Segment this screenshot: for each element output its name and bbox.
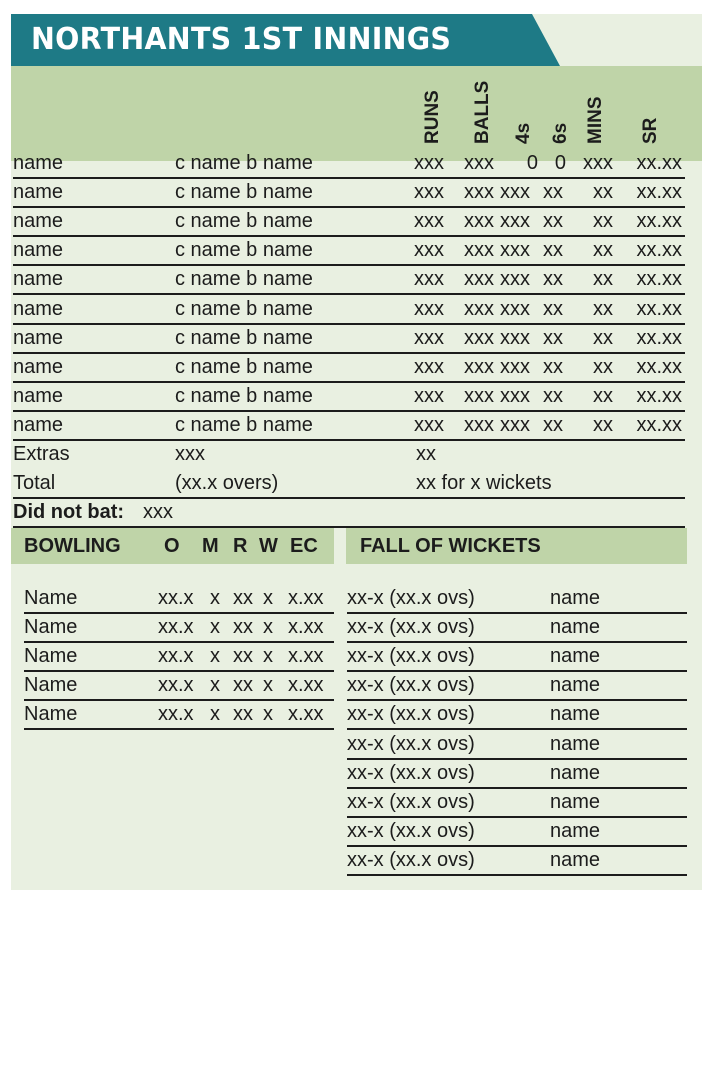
bowler-name: Name [24, 616, 78, 639]
maidens: x [210, 587, 220, 609]
bowling-row [24, 643, 334, 672]
fow-row [347, 701, 687, 730]
bowl-runs: xx [233, 587, 253, 609]
runs: xxx [414, 268, 444, 291]
did-not-bat-value: xxx [143, 501, 173, 524]
maidens: x [210, 703, 220, 726]
fow-row [347, 789, 687, 818]
mins: xx [593, 268, 613, 291]
strike-rate: xx.xx [636, 297, 682, 320]
fow-score: xx-x (xx.x ovs) [347, 703, 475, 726]
dismissal: c name b name [175, 152, 313, 174]
overs: xx.x [158, 674, 194, 697]
strike-rate: xx.xx [636, 210, 682, 233]
wickets: x [263, 587, 273, 609]
did-not-bat-row [13, 499, 685, 528]
extras-value: xx [416, 443, 436, 465]
sixes: xx [543, 413, 563, 436]
dismissal: c name b name [175, 413, 313, 436]
total-row [13, 470, 685, 499]
sixes: xx [543, 297, 563, 320]
runs: xxx [414, 384, 444, 407]
wickets: x [263, 703, 273, 726]
bowl-runs: xx [233, 616, 253, 639]
mins: xx [593, 297, 613, 320]
fow-score: xx-x (xx.x ovs) [347, 616, 475, 639]
balls: xxx [464, 355, 494, 378]
economy: x.xx [288, 703, 324, 726]
fall-of-wickets-title: FALL OF WICKETS [360, 535, 541, 557]
sixes: xx [543, 239, 563, 262]
strike-rate: xx.xx [636, 413, 682, 436]
fours: xxx [500, 384, 530, 407]
header-mins: MINS [585, 96, 606, 144]
batting-row [13, 412, 685, 441]
strike-rate: xx.xx [636, 268, 682, 291]
extras-detail: xxx [175, 443, 205, 465]
fall-of-wickets-header [346, 528, 687, 564]
header-fours: 4s [513, 122, 534, 144]
overs: xx.x [158, 587, 194, 609]
fow-score: xx-x (xx.x ovs) [347, 645, 475, 668]
balls: xxx [464, 210, 494, 233]
runs: xxx [414, 297, 444, 320]
sixes: xx [543, 268, 563, 291]
fow-row [347, 847, 687, 876]
balls: xxx [464, 181, 494, 204]
fow-row [347, 672, 687, 701]
balls: xxx [464, 268, 494, 291]
fow-row [347, 818, 687, 847]
bowl-runs: xx [233, 703, 253, 726]
overs: xx.x [158, 616, 194, 639]
runs: xxx [414, 413, 444, 436]
header-sixes: 6s [550, 122, 571, 144]
scorecard-title: NORTHANTS 1ST INNINGS [31, 22, 452, 57]
fow-score: xx-x (xx.x ovs) [347, 587, 475, 609]
total-label: Total [13, 472, 56, 495]
bowling-row [24, 672, 334, 701]
batting-row [13, 237, 685, 266]
balls: xxx [464, 326, 494, 349]
header-wickets: W [259, 535, 278, 557]
mins: xx [593, 413, 613, 436]
overs: xx.x [158, 703, 194, 726]
fow-batter: name [550, 790, 601, 813]
mins: xx [593, 181, 613, 204]
fours: xxx [500, 268, 530, 291]
batter-name: name [13, 210, 64, 233]
fow-row [347, 585, 687, 614]
wickets: x [263, 616, 273, 639]
bowler-name: Name [24, 674, 78, 697]
fours: xxx [500, 297, 530, 320]
extras-label: Extras [13, 443, 70, 465]
sixes: xx [543, 210, 563, 233]
fow-row [347, 731, 687, 760]
dismissal: c name b name [175, 355, 313, 378]
header-maidens: M [202, 535, 219, 557]
bowling-row [24, 701, 334, 730]
strike-rate: xx.xx [636, 355, 682, 378]
header-balls: BALLS [472, 80, 493, 144]
fours: xxx [500, 181, 530, 204]
sixes: xx [543, 326, 563, 349]
strike-rate: xx.xx [636, 152, 682, 174]
dismissal: c name b name [175, 268, 313, 291]
batter-name: name [13, 239, 64, 262]
fow-batter: name [550, 674, 601, 697]
header-overs: O [164, 535, 180, 557]
batter-name: name [13, 413, 64, 436]
runs: xxx [414, 210, 444, 233]
fours: 0 [526, 152, 538, 174]
fow-row [347, 614, 687, 643]
batter-name: name [13, 297, 64, 320]
header-bowl-runs: R [233, 535, 248, 557]
bowling-title: BOWLING [24, 535, 121, 557]
batter-name: name [13, 355, 64, 378]
wickets: x [263, 674, 273, 697]
fow-score: xx-x (xx.x ovs) [347, 790, 475, 813]
fow-row [347, 760, 687, 789]
fow-batter: name [550, 616, 601, 639]
dismissal: c name b name [175, 297, 313, 320]
fours: xxx [500, 413, 530, 436]
balls: xxx [464, 384, 494, 407]
runs: xxx [414, 152, 444, 174]
mins: xx [593, 326, 613, 349]
balls: xxx [464, 239, 494, 262]
batting-row [13, 266, 685, 295]
batting-row [13, 150, 685, 179]
maidens: x [210, 674, 220, 697]
batting-row [13, 383, 685, 412]
total-overs: (xx.x overs) [175, 472, 279, 495]
bowling-row [24, 585, 334, 614]
dismissal: c name b name [175, 326, 313, 349]
sixes: xx [543, 181, 563, 204]
bowler-name: Name [24, 703, 78, 726]
strike-rate: xx.xx [636, 239, 682, 262]
runs: xxx [414, 181, 444, 204]
sixes: 0 [554, 152, 566, 174]
header-economy: EC [290, 535, 318, 557]
balls: xxx [464, 297, 494, 320]
mins: xx [593, 355, 613, 378]
header-runs: RUNS [422, 90, 443, 144]
fow-batter: name [550, 761, 601, 784]
batting-row [13, 296, 685, 325]
runs: xxx [414, 355, 444, 378]
bowling-header [11, 528, 334, 564]
did-not-bat-label: Did not bat: [13, 501, 125, 524]
batter-name: name [13, 268, 64, 291]
extras-row [13, 441, 685, 470]
fow-score: xx-x (xx.x ovs) [347, 848, 475, 871]
bowler-name: Name [24, 587, 78, 609]
header-sr: SR [640, 117, 661, 144]
fow-batter: name [550, 848, 601, 871]
dismissal: c name b name [175, 181, 313, 204]
batting-row [13, 354, 685, 383]
balls: xxx [464, 413, 494, 436]
maidens: x [210, 616, 220, 639]
economy: x.xx [288, 674, 324, 697]
batting-row [13, 325, 685, 354]
bowl-runs: xx [233, 674, 253, 697]
total-value: xx for x wickets [416, 472, 552, 495]
fow-batter: name [550, 732, 601, 755]
fours: xxx [500, 239, 530, 262]
dismissal: c name b name [175, 239, 313, 262]
fow-score: xx-x (xx.x ovs) [347, 674, 475, 697]
sixes: xx [543, 384, 563, 407]
fours: xxx [500, 355, 530, 378]
batter-name: name [13, 181, 64, 204]
fow-score: xx-x (xx.x ovs) [347, 761, 475, 784]
fow-batter: name [550, 703, 601, 726]
bowler-name: Name [24, 645, 78, 668]
dismissal: c name b name [175, 210, 313, 233]
economy: x.xx [288, 587, 324, 609]
overs: xx.x [158, 645, 194, 668]
fours: xxx [500, 326, 530, 349]
maidens: x [210, 645, 220, 668]
bowling-row [24, 614, 334, 643]
fours: xxx [500, 210, 530, 233]
runs: xxx [414, 239, 444, 262]
mins: xx [593, 239, 613, 262]
strike-rate: xx.xx [636, 384, 682, 407]
balls: xxx [464, 152, 494, 174]
mins: xx [593, 384, 613, 407]
fow-score: xx-x (xx.x ovs) [347, 819, 475, 842]
strike-rate: xx.xx [636, 326, 682, 349]
mins: xxx [583, 152, 613, 174]
dismissal: c name b name [175, 384, 313, 407]
batting-row [13, 179, 685, 208]
fow-batter: name [550, 819, 601, 842]
strike-rate: xx.xx [636, 181, 682, 204]
fow-batter: name [550, 587, 601, 609]
economy: x.xx [288, 645, 324, 668]
bowl-runs: xx [233, 645, 253, 668]
fow-row [347, 643, 687, 672]
economy: x.xx [288, 616, 324, 639]
batter-name: name [13, 326, 64, 349]
batting-row [13, 208, 685, 237]
batter-name: name [13, 152, 64, 174]
mins: xx [593, 210, 613, 233]
batter-name: name [13, 384, 64, 407]
fow-score: xx-x (xx.x ovs) [347, 732, 475, 755]
fow-batter: name [550, 645, 601, 668]
runs: xxx [414, 326, 444, 349]
wickets: x [263, 645, 273, 668]
sixes: xx [543, 355, 563, 378]
